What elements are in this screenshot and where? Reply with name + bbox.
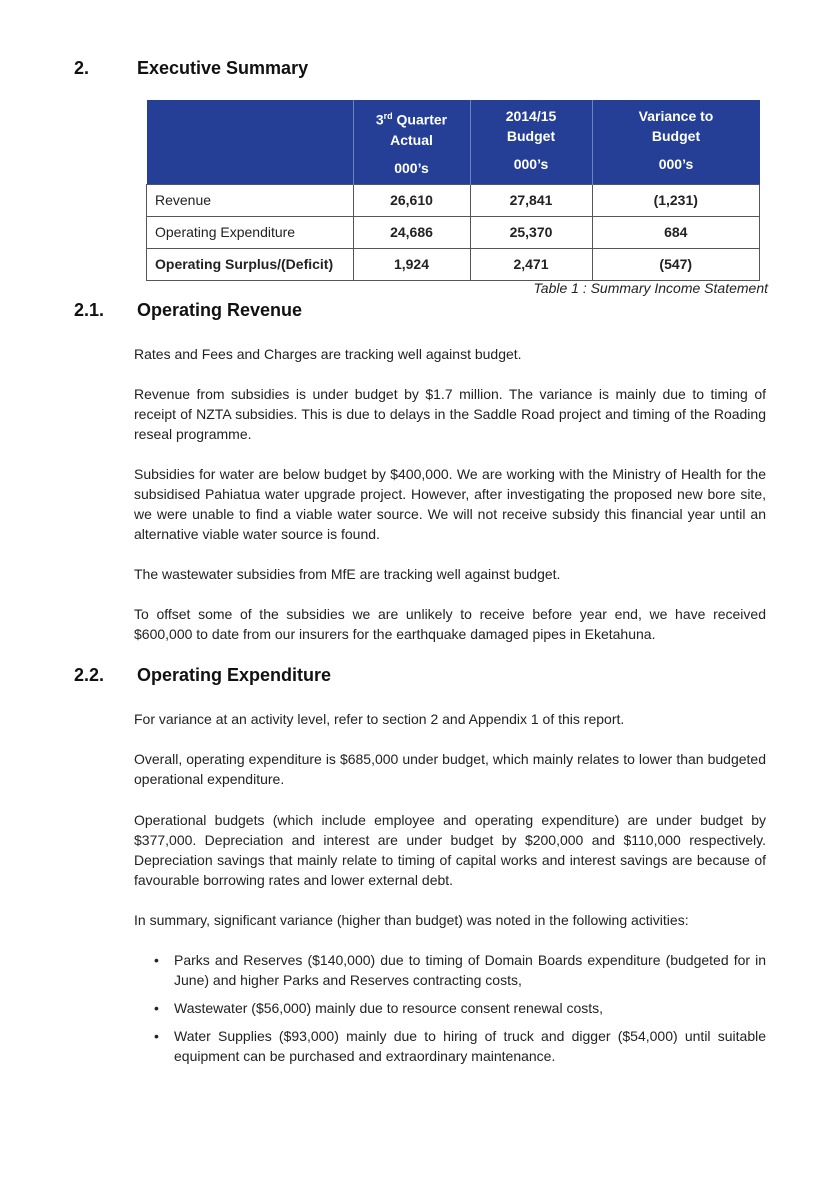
variance-value: (1,231) <box>592 184 760 216</box>
row-label: Operating Expenditure <box>147 216 354 248</box>
header-cell-variance: Variance to Budget 000’s <box>592 100 760 184</box>
table-row <box>147 248 760 280</box>
list-item: • Parks and Reserves ($140,000) due to timing of Domain Boards expenditure (budgeted for in June) and higher Parks and Reserves contracting costs, <box>154 952 766 988</box>
section-title: Executive Summary <box>137 58 309 78</box>
table-row <box>147 216 760 248</box>
bullet-icon: • <box>154 1028 159 1044</box>
paragraph: For variance at an activity level, refer to section 2 and Appendix 1 of this report. <box>134 711 625 727</box>
actual-value: 24,686 <box>353 216 470 248</box>
budget-value: 2,471 <box>470 248 592 280</box>
section-number: 2. <box>74 58 90 78</box>
list-item: • Water Supplies ($93,000) mainly due to hiring of truck and digger ($54,000) until suitable equipment can be purchased and extraordinary maintenance. <box>154 1028 766 1064</box>
paragraph: Revenue from subsidies is under budget by $1.7 million. The variance is mainly due to timing of receipt of NZTA subsidies. This is due to delays in the Saddle Road project and timing of the Roading reseal programme. <box>134 386 766 442</box>
header-cell-budget: 2014/15 Budget 000’s <box>470 100 592 184</box>
section-title: Operating Expenditure <box>137 665 332 685</box>
paragraph: The wastewater subsidies from MfE are tracking well against budget. <box>134 566 561 582</box>
paragraph: Subsidies for water are below budget by $400,000. We are working with the Ministry of Health for the subsidised Pahiatua water upgrade project. However, after investigating the proposed new bore site, we were unable to find a viable water source. We will not receive subsidy this financial year until an alternative viable water source is found. <box>134 466 766 542</box>
budget-value: 25,370 <box>470 216 592 248</box>
section-title: Operating Revenue <box>137 300 303 320</box>
budget-value: 27,841 <box>470 184 592 216</box>
actual-value: 26,610 <box>353 184 470 216</box>
section-number: 2.1. <box>74 300 105 320</box>
paragraph: Rates and Fees and Charges are tracking well against budget. <box>134 346 522 362</box>
bullet-icon: • <box>154 952 159 968</box>
variance-value: 684 <box>592 216 760 248</box>
paragraph: Operational budgets (which include employee and operating expenditure) are under budget by $377,000. Depreciation and interest are under budget by $200,000 and $110,000 respectively. Depreciation savings that mainly relate to timing of capital works and interest savings are because of favourable borrowing rates and lower external debt. <box>134 812 766 888</box>
list-item: • Wastewater ($56,000) mainly due to resource consent renewal costs, <box>154 1000 604 1016</box>
table-header-row <box>147 100 760 184</box>
variance-value: (547) <box>592 248 760 280</box>
actual-value: 1,924 <box>353 248 470 280</box>
table-row <box>147 184 760 216</box>
paragraph: In summary, significant variance (higher than budget) was noted in the following activities: <box>134 912 689 928</box>
row-label: Revenue <box>147 184 354 216</box>
summary-income-table <box>146 100 760 281</box>
paragraph: Overall, operating expenditure is $685,000 under budget, which mainly relates to lower than budgeted operational expenditure. <box>134 751 766 787</box>
row-label: Operating Surplus/(Deficit) <box>147 248 354 280</box>
table-caption: Table 1 : Summary Income Statement <box>533 280 768 296</box>
paragraph: To offset some of the subsidies we are unlikely to receive before year end, we have received $600,000 to date from our insurers for the earthquake damaged pipes in Eketahuna. <box>134 606 766 642</box>
section-number: 2.2. <box>74 665 105 685</box>
header-cell-empty <box>147 100 354 184</box>
variance-list <box>134 950 766 1074</box>
bullet-icon: • <box>154 1000 159 1016</box>
header-cell-actual: 3rd Quarter Actual 000’s <box>353 100 470 184</box>
